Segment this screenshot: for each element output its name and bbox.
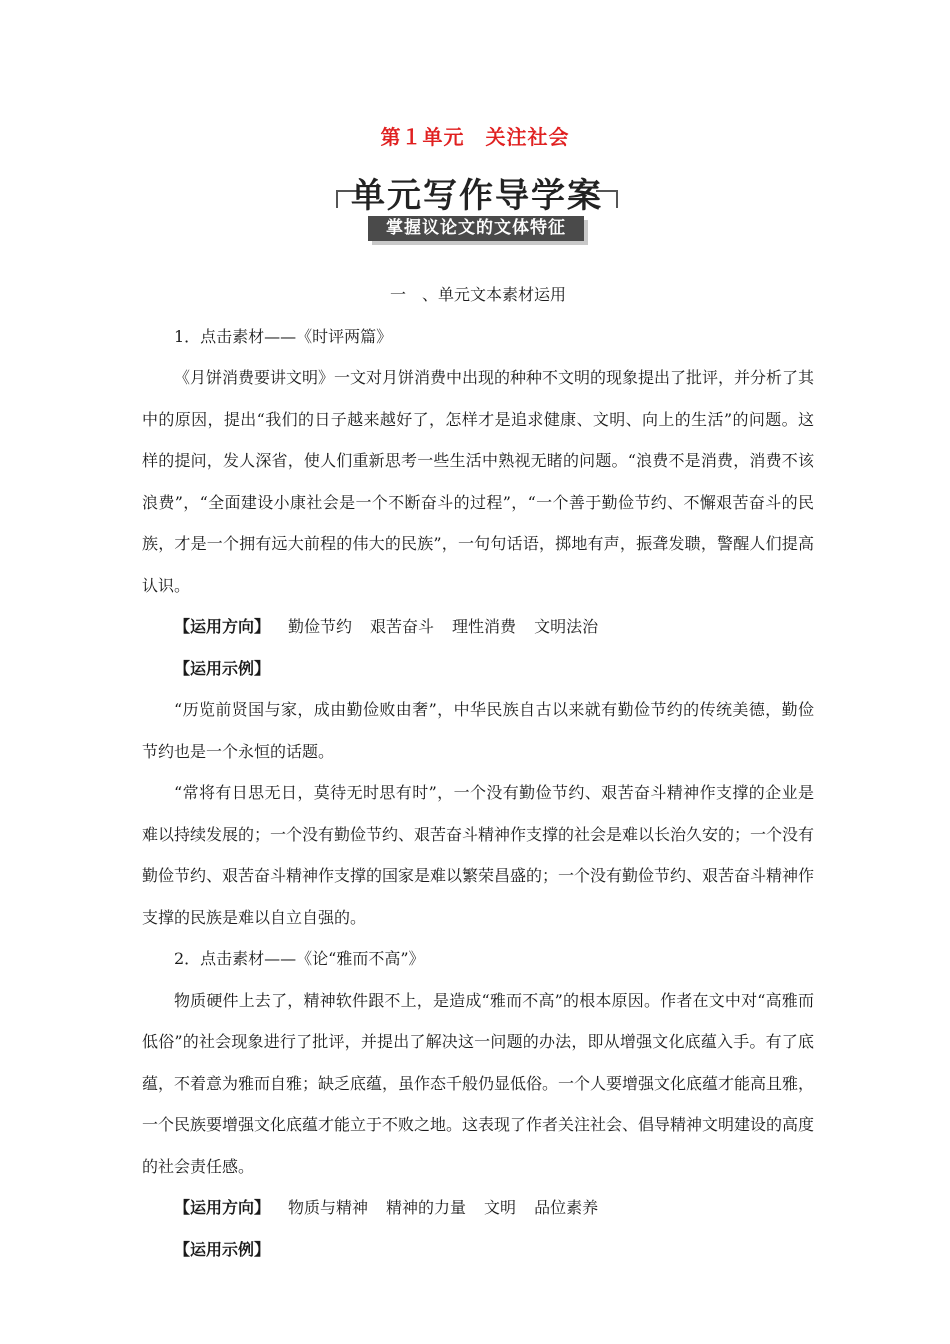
direction-label: 【运用方向】: [174, 617, 271, 636]
item1-directions: [142, 606, 814, 648]
item2-example-label: [142, 1229, 814, 1271]
item2-directions: [142, 1187, 814, 1229]
example-label: 【运用示例】: [174, 658, 271, 678]
item1-body: 《月饼消费要讲文明》一文对月饼消费中出现的种种不文明的现象提出了批评，并分析了其中的原因，提出“我们的日子越来越好了，怎样才是追求健康、文明、向上的生活”的问题。这样的提问，发人深省，使人们重新思考一些生活中熟视无睹的问题。“浪费不是消费，消费不该浪费”，“全面建设小康社会是一个不断奋斗的过程”，“一个善于勤俭节约、不懈艰苦奋斗的民族，才是一个拥有远大前程的伟大的民族”，一句句话语，掷地有声，振聋发聩，警醒人们提高认识。: [142, 368, 815, 595]
item1-example-label: [142, 648, 814, 690]
direction-tag: 理性消费: [452, 617, 517, 636]
item1-example-1: “历览前贤国与家，成由勤俭败由奢”，中华民族自古以来就有勤俭节约的传统美德，勤俭节约也是一个永恒的话题。: [142, 700, 814, 761]
banner: [336, 166, 618, 244]
direction-tag: 文明法治: [534, 617, 599, 636]
banner-heading: 单元写作导学案: [351, 176, 603, 216]
item2-heading: 2．点击素材——《论“雅而不高”》: [174, 949, 425, 968]
direction-tag: 文明: [484, 1198, 517, 1217]
banner-subtitle: 掌握议论文的文体特征: [368, 216, 584, 241]
direction-label: 【运用方向】: [174, 1198, 271, 1217]
document-content: [142, 274, 814, 1270]
item1-heading: 1．点击素材——《时评两篇》: [174, 326, 393, 346]
direction-tag: 艰苦奋斗: [370, 617, 435, 636]
unit-title: 第１单元 关注社会: [380, 125, 570, 149]
direction-tag: 物质与精神: [288, 1198, 369, 1217]
item1-example-2: “常将有日思无日，莫待无时思有时”，一个没有勤俭节约、艰苦奋斗精神作支撑的企业是难以持续发展的；一个没有勤俭节约、艰苦奋斗精神作支撑的社会是难以长治久安的；一个没有勤俭节约、艰苦奋斗精神作支撑的国家是难以繁荣昌盛的；一个没有勤俭节约、艰苦奋斗精神作支撑的民族是难以自立自强的。: [142, 783, 815, 927]
direction-tag: 精神的力量: [386, 1198, 467, 1217]
direction-tag: 勤俭节约: [288, 617, 353, 636]
item2-body: 物质硬件上去了，精神软件跟不上，是造成“雅而不高”的根本原因。作者在文中对“高雅而低俗”的社会现象进行了批评，并提出了解决这一问题的办法，即从增强文化底蕴入手。有了底蕴，不着意为雅而自雅；缺乏底蕴，虽作态千般仍显低俗。一个人要增强文化底蕴才能高且雅，一个民族要增强文化底蕴才能立于不败之地。这表现了作者关注社会、倡导精神文明建设的高度的社会责任感。: [142, 990, 815, 1176]
direction-tag: 品位素养: [534, 1198, 599, 1217]
example-label: 【运用示例】: [174, 1239, 271, 1259]
section-heading: 一 、单元文本素材运用: [389, 285, 566, 304]
